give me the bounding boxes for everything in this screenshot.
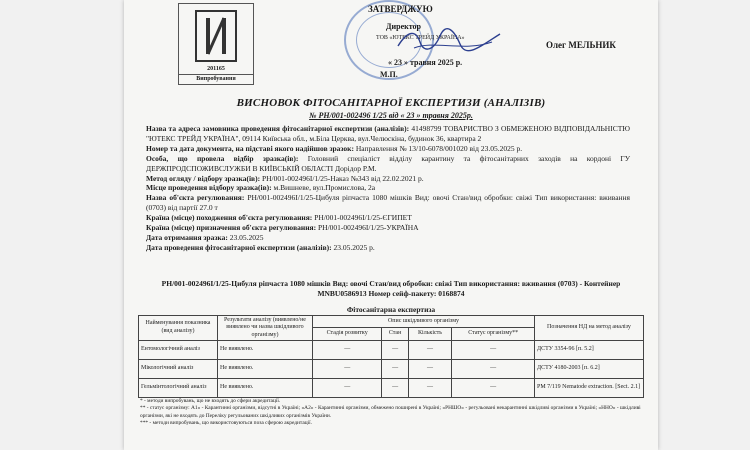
approval-company: ТОВ «ЮТЕКС ТРЕЙД УКРАЇНА» bbox=[376, 35, 465, 41]
accreditation-number: 201165 bbox=[207, 66, 225, 72]
col-name-header: Найменування показника (вид аналізу) bbox=[139, 315, 218, 341]
footnote: * - методи випробувань, що не входять до сфери акредитації. bbox=[140, 398, 281, 404]
origin-row: Країна (місце) походження об'єкта регулювання: РН/001-002496І/1/25-ЄГИПЕТ bbox=[146, 213, 412, 223]
approval-date: « 23 » травня 2025 р. bbox=[388, 58, 463, 67]
received-date-row: Дата отримання зразка: 23.05.2025 bbox=[146, 232, 264, 242]
accreditation-caption: Випробування bbox=[179, 74, 253, 82]
footnotes bbox=[140, 398, 642, 427]
col-status-header: Статус організму** bbox=[452, 328, 535, 341]
customer-row: Назва та адреса замовника проведення фітосанітарної експертизи (аналізів): 41498799 ТОВАРИСТВО З ОБМЕЖЕНОЮ ВІДПОВІДАЛЬНІСТЮ "ЮТЕКС ТРЕЙД УКРАЇНА", 09114 Київська обл., м.Біла Церква, вул.Челюскіна, будинок 36, квартира 2 bbox=[146, 124, 631, 143]
table-row: Мікологічний аналіз Не виявлено. — — — — ДСТУ 4180-2003 [п. 6.2] bbox=[139, 360, 644, 379]
document-row: Номер та дата документа, на підставі якого надійшов зразок: Направлення № 13/10-6078/001020 від 23.05.2025 р. bbox=[146, 143, 523, 153]
col-result-header: Результати аналізу (виявлено/не виявлено чи назва шкідливого організму) bbox=[218, 315, 313, 341]
table-caption: Фітосанітарна експертиза bbox=[346, 305, 436, 314]
col-count-header: Кількість bbox=[408, 328, 452, 341]
signature-icon bbox=[394, 26, 504, 54]
footnote: ** - статус організму: А1» - Карантинні організми, відсутні в Україні; «А2» - Карантинні організми, обмежено поширені в Україні; «РНШО» - регульовані некарантинні шкідливі організми в Україні; «ННО» - шкідливі організми, які не входять до Переліку регульованих шкідливих організмів України. bbox=[140, 405, 641, 419]
accreditation-logo bbox=[178, 3, 254, 85]
sample-header: РН/001-002496І/1/25-Цибуля ріпчаста 1080 мішків Вид: овочі Стан/вид обробки: свіжі Тип використання: вживання (0703) - Контейнер MNBU0586913 Номер сейф-пакету: 0168874 bbox=[161, 279, 621, 298]
col-desc-header: Опис шкідливого організму bbox=[313, 315, 535, 328]
col-stage-header: Стадія розвитку bbox=[313, 328, 382, 341]
place-row: Місце проведення відбору зразка(ів): м.Вишневе, вул.Промислова, 2а bbox=[146, 183, 376, 193]
exam-date-row: Дата проведення фітосанітарної експертизи (аналізів): 23.05.2025 р. bbox=[146, 242, 375, 252]
accreditation-mark-icon bbox=[195, 10, 237, 62]
object-row: Назва об'єкта регулювання: РН/001-002496І/1/25-Цибуля ріпчаста 1080 мішків Вид: овочі Стан/вид обробки: свіжі Тип використання: вживання (0703) від партії 27.0 т bbox=[146, 193, 631, 213]
table-row: Ентомологічний аналіз Не виявлено. — — — — ДСТУ 3354-96 [п. 5.2] bbox=[139, 341, 644, 360]
document-page bbox=[124, 0, 658, 450]
approval-seal-mark: М.П. bbox=[380, 70, 398, 79]
table-row: Гельмінтологічний аналіз Не виявлено. — — — — PM 7/119 Nematode extraction. [Sect. 2.1] bbox=[139, 379, 644, 398]
col-nd-header: Позначення НД на метод аналізу bbox=[535, 315, 644, 341]
method-row: Метод огляду / відбору зразка(ів): РН/001-002496І/1/25-Наказ №343 від 22.02.2021 р. bbox=[146, 173, 424, 183]
destination-row: Країна (місце) призначення об'єкта регулювання: РН/001-002496І/1/25-УКРАЇНА bbox=[146, 223, 419, 233]
sample-info bbox=[146, 124, 630, 253]
document-number: № РН/001-002496 1/25 від « 23 » травня 2025р. bbox=[309, 111, 473, 120]
approval-signer: Олег МЕЛЬНИК bbox=[546, 40, 616, 50]
approval-heading: ЗАТВЕРДЖУЮ bbox=[368, 4, 433, 14]
footnote: *** - методи випробувань, що використовуються поза сферою акредитації. bbox=[140, 419, 312, 426]
col-state-header: Стан bbox=[382, 328, 408, 341]
document-title: ВИСНОВОК ФІТОСАНІТАРНОЇ ЕКСПЕРТИЗИ (АНАЛІЗІВ) bbox=[236, 97, 546, 109]
results-table bbox=[138, 306, 644, 398]
sampler-row: Особа, що провела відбір зразка(ів): Головний спеціаліст відділу карантину та фітосанітарних заходів на кордоні ГУ ДЕРЖПРОДСПОЖИВСЛУЖБИ В КИЇВСЬКІЙ ОБЛАСТІ Дорідор Р.М. bbox=[146, 153, 631, 173]
approval-position: Директор bbox=[386, 22, 421, 31]
